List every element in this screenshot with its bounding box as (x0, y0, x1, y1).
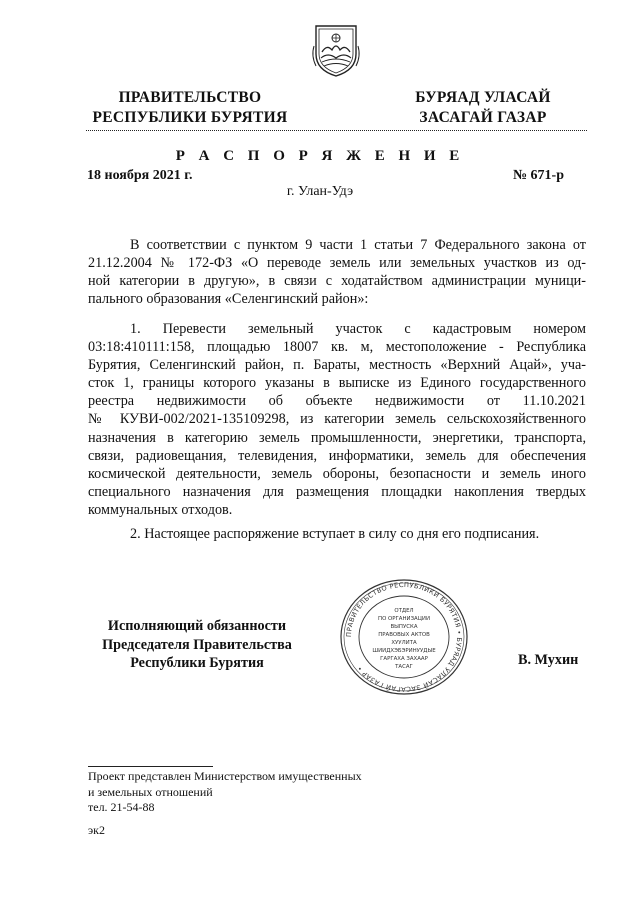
text-line: связи, радиовещания, телевидения, информатики, земель для обеспечения (88, 447, 586, 464)
header-divider (86, 130, 587, 131)
document-number: № 671-р (512, 168, 564, 183)
footer-line: Проект представлен Министерством имущественных (88, 769, 362, 783)
signatory-position-line: Республики Бурятия (130, 655, 264, 671)
footer-line: тел. 21-54-88 (88, 800, 155, 814)
footer-code: эк2 (88, 823, 105, 837)
text-line: пального образования «Селенгинский район»: (88, 291, 369, 308)
text-line: Бурятия, Селенгинский район, п. Бараты, местность «Верхний Ацай», уча- (88, 357, 586, 374)
text-line: назначения в категорию земель промышленности, энергетики, транспорта, (88, 429, 586, 446)
text-line: ной категории в другую», в связи с ходатайством администрации муници- (88, 273, 586, 290)
signatory-position (72, 617, 322, 673)
document-city: г. Улан-Удэ (286, 184, 354, 199)
footer-divider (88, 766, 213, 767)
footer-line: и земельных отношений (88, 784, 213, 799)
official-seal-stamp (338, 578, 470, 696)
text-line: В соответствии с пунктом 9 части 1 статьи 7 Федерального закона от (130, 237, 586, 253)
header-right (404, 88, 562, 128)
footer-note (88, 769, 362, 816)
signatory-position-line: Исполняющий обязанности (107, 618, 287, 634)
header-right-line2: ЗАСАГАЙ ГАЗАР (419, 109, 547, 126)
paragraph-item-2 (88, 525, 586, 543)
signatory-position-line: Председателя Правительства (102, 636, 292, 653)
signatory-name: В. Мухин (518, 652, 579, 668)
text-line: космической деятельности, земель обороны, безопасности и земель иного (88, 465, 586, 482)
paragraph-item-1 (88, 320, 586, 519)
svg-text:ГАРГАХА ЗАХААР: ГАРГАХА ЗАХААР (380, 656, 428, 662)
document-title: Р А С П О Р Я Ж Е Н И Е (175, 148, 465, 164)
header-right-line1: БУРЯАД УЛАСАЙ (415, 89, 551, 106)
text-line: 21.12.2004 № 172-ФЗ «О переводе земель или земельных участков из од- (88, 255, 586, 272)
text-line: реестра недвижимости об объекте недвижимости от 11.10.2021 (88, 393, 586, 410)
svg-text:ШИИДХЭБЭРИНУУДЫЕ: ШИИДХЭБЭРИНУУДЫЕ (372, 648, 436, 654)
header-left-line1: ПРАВИТЕЛЬСТВО (118, 89, 262, 106)
svg-text:ВЫПУСКА: ВЫПУСКА (390, 624, 418, 630)
header-left-line2: РЕСПУБЛИКИ БУРЯТИЯ (92, 109, 288, 126)
paragraph-preamble (88, 236, 586, 308)
svg-text:ПРАВОВЫХ АКТОВ: ПРАВОВЫХ АКТОВ (378, 632, 430, 638)
coat-of-arms-icon (310, 22, 362, 78)
header-left (78, 88, 302, 128)
text-line: специального назначения для размещения площадки накопления твердых (88, 483, 586, 500)
svg-text:ТАСАГ: ТАСАГ (395, 664, 413, 670)
svg-text:ПО ОРГАНИЗАЦИИ: ПО ОРГАНИЗАЦИИ (378, 616, 430, 622)
text-line: 2. Настоящее распоряжение вступает в силу со дня его подписания. (130, 526, 540, 542)
text-line: коммунальных отходов. (88, 501, 233, 518)
text-line: № КУВИ-002/2021-135109298, из категории земель сельскохозяйственного (88, 411, 586, 428)
svg-text:ПРАВИТЕЛЬСТВО РЕСПУБЛИКИ БУРЯТ: ПРАВИТЕЛЬСТВО РЕСПУБЛИКИ БУРЯТИЯ • БУРЯАД УЛАСАЙ ЗАСАГАЙ ГАЗАР • (344, 580, 464, 694)
text-line: 03:18:410111:158, площадью 18007 кв. м, местоположение - Республика (88, 339, 586, 356)
svg-text:ОТДЕЛ: ОТДЕЛ (394, 608, 414, 614)
text-line: сток 1, границы которого указаны в выписке из Единого государственного (88, 375, 586, 392)
document-date: 18 ноября 2021 г. (87, 168, 193, 183)
svg-text:ХУУЛИТА: ХУУЛИТА (391, 640, 417, 646)
text-line: 1. Перевести земельный участок с кадастровым номером (130, 321, 586, 337)
